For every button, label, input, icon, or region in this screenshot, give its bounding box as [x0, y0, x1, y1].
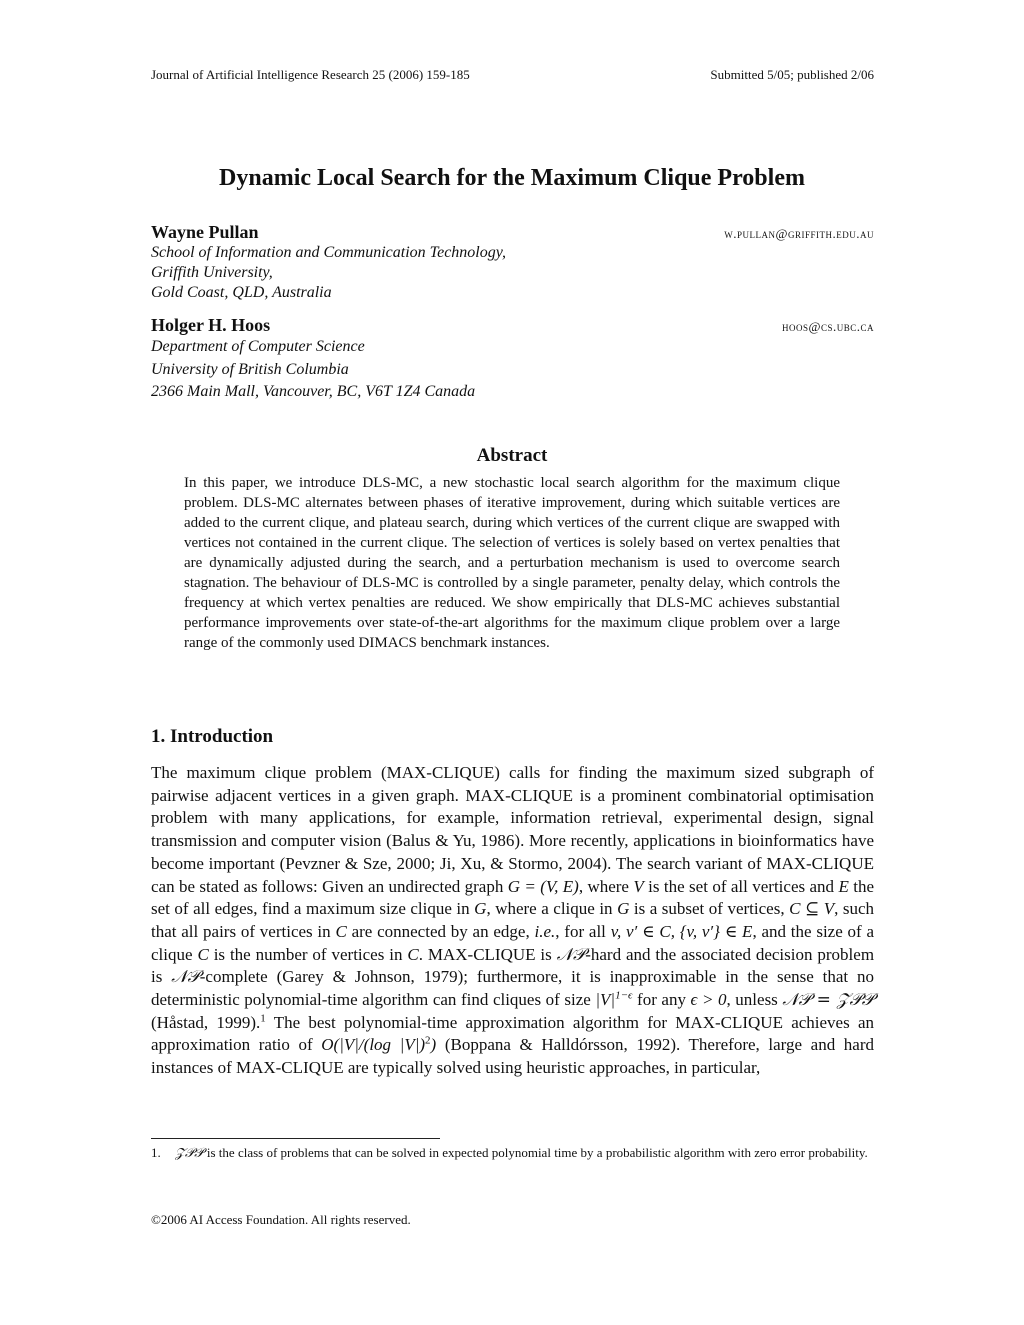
- text-run: , where: [578, 876, 629, 896]
- math-superscript: 1−ϵ: [615, 989, 633, 1002]
- author-email: hoos@cs.ubc.ca: [782, 319, 874, 334]
- math-inline: O(|V|/(log |V|): [321, 1035, 426, 1055]
- introduction-paragraph: [151, 762, 874, 1080]
- author-block-hoos: [151, 315, 874, 404]
- section-heading: 1. Introduction: [151, 726, 274, 747]
- submission-dates: Submitted 5/05; published 2/06: [710, 67, 874, 82]
- text-run: , such that all pairs of vertices in: [151, 899, 875, 941]
- text-run: (Boppana & Halldórsson, 1992). Therefore, large and hard instances of MAX-CLIQUE are typically solved using heuristic approaches, in particular,: [151, 1035, 875, 1078]
- text-run: , where a clique in: [486, 899, 613, 919]
- complexity-class: 𝒵𝒫𝒫: [175, 1146, 204, 1161]
- affiliation-line: School of Information and Communication Technology,: [151, 244, 506, 261]
- journal-citation: Journal of Artificial Intelligence Research 25 (2006) 159-185: [151, 67, 470, 82]
- footnote: [151, 1144, 874, 1163]
- footnote-divider: [151, 1138, 440, 1139]
- math-inline: ϵ > 0: [690, 990, 727, 1010]
- math-inline: ): [430, 1035, 437, 1055]
- text-run: . MAX-CLIQUE is: [418, 944, 552, 964]
- math-inline: C: [407, 944, 419, 964]
- complexity-class: 𝒩𝒫: [171, 967, 200, 988]
- math-inline: v, v′ ∈ C, {v, v′} ∈ E: [610, 921, 753, 941]
- complexity-class: 𝒩𝒫 = 𝒵𝒫𝒫: [782, 990, 875, 1011]
- affiliation-line: Griffith University,: [151, 264, 273, 281]
- affiliation-line: Gold Coast, QLD, Australia: [151, 284, 332, 301]
- text-run: , and the size of a clique: [151, 921, 875, 964]
- math-inline: C: [197, 944, 209, 964]
- math-inline: C ⊆ V: [789, 899, 835, 919]
- text-run: -complete (Garey & Johnson, 1979); furthermore, it is inapproximable in the sense that no deterministic polynomial-time algorithm can find cliques of size: [151, 967, 874, 1010]
- text-run: (Håstad, 1999).: [151, 1012, 261, 1032]
- running-head: [151, 67, 874, 83]
- math-inline: C: [335, 921, 347, 941]
- math-inline: |V|: [595, 990, 616, 1010]
- copyright-notice: ©2006 AI Access Foundation. All rights reserved.: [151, 1212, 411, 1227]
- text-run: -hard and the associated decision problem is: [151, 944, 875, 987]
- math-inline: G: [617, 899, 630, 919]
- emphasis: i.e.: [534, 921, 556, 941]
- math-inline: V: [633, 876, 644, 896]
- math-superscript: 2: [425, 1034, 431, 1047]
- affiliation-line: 2366 Main Mall, Vancouver, BC, V6T 1Z4 Canada: [151, 383, 476, 400]
- text-run: The maximum clique problem (MAX-CLIQUE) calls for finding the maximum sized subgraph of pairwise adjacent vertices in a given graph. MAX-CLIQUE is a prominent combinatorial optimisation problem with many applications, for example, information retrieval, experimental design, signal transmission and computer vision (Balus & Yu, 1986). More recently, applications in bioinformatics have become important (Pevzner & Sze, 2000; Ji, Xu, & Stormo, 2004). The search variant of MAX-CLIQUE can be stated as follows: Given an undirected graph: [151, 763, 874, 896]
- author-email: w.pullan@griffith.edu.au: [724, 226, 874, 241]
- footnote-marker[interactable]: 1: [260, 1012, 266, 1025]
- abstract-text: In this paper, we introduce DLS-MC, a new stochastic local search algorithm for the maximum clique problem. DLS-MC alternates between phases of iterative improvement, during which suitable vertices are added to the current clique, and plateau search, during which vertices of the current clique are swapped with vertices not contained in the current clique. The selection of vertices is solely based on vertex penalties that are dynamically adjusted during the search, and a perturbation mechanism is used to overcome search stagnation. The behaviour of DLS-MC is controlled by a single parameter, penalty delay, which controls the frequency at which vertex penalties are reduced. We show empirically that DLS-MC achieves substantial performance improvements over state-of-the-art algorithms for the maximum clique problem over a large range of the commonly used DIMACS benchmark instances.: [184, 475, 840, 651]
- abstract-heading: Abstract: [476, 445, 548, 466]
- text-run: , unless: [726, 990, 778, 1010]
- text-run: the set of all edges, find a maximum size clique in: [151, 876, 874, 919]
- math-inline: E: [838, 876, 849, 896]
- text-run: , for all: [555, 921, 606, 941]
- affiliation-line: Department of Computer Science: [151, 338, 365, 355]
- text-run: is a subset of vertices,: [633, 899, 785, 919]
- author-name: Wayne Pullan: [151, 222, 259, 242]
- author-name: Holger H. Hoos: [151, 315, 271, 335]
- text-run: is the number of vertices in: [213, 944, 403, 964]
- text-run: for any: [637, 990, 686, 1010]
- math-inline: G = (V, E): [507, 876, 579, 896]
- text-run: is the class of problems that can be solved in expected polynomial time by a probabilistic algorithm with zero error probability.: [206, 1145, 868, 1160]
- text-run: are connected by an edge,: [351, 921, 530, 941]
- footnote-text: [175, 1144, 874, 1163]
- text-run: The best polynomial-time approximation algorithm for MAX-CLIQUE achieves an approximation ratio of: [151, 1012, 874, 1055]
- complexity-class: 𝒩𝒫: [556, 944, 586, 965]
- text-run: is the set of all vertices and: [648, 876, 835, 896]
- math-inline: G: [474, 899, 487, 919]
- paper-title: Dynamic Local Search for the Maximum Clique Problem: [219, 165, 805, 191]
- author-block-pullan: [151, 222, 874, 303]
- footnote-number: 1.: [151, 1145, 161, 1160]
- affiliation-line: University of British Columbia: [151, 360, 349, 378]
